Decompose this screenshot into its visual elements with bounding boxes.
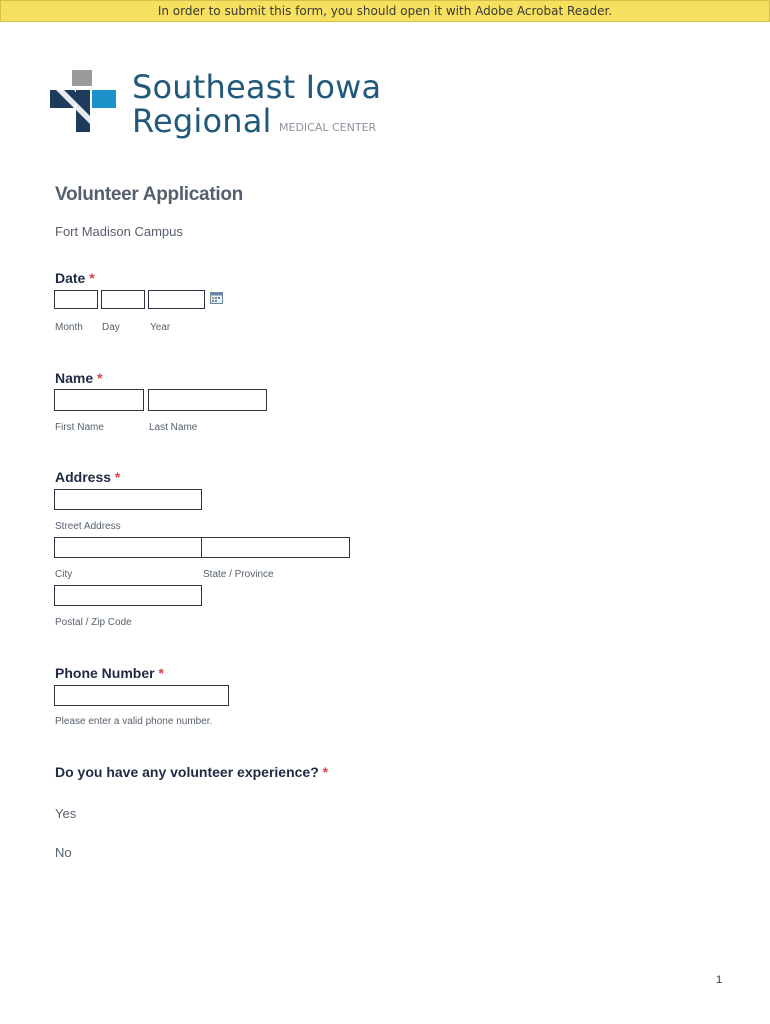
last-name-input[interactable] (148, 389, 267, 411)
experience-label (55, 764, 328, 780)
required-mark: * (114, 469, 121, 485)
first-name-input[interactable] (54, 389, 144, 411)
first-name-hint: First Name (55, 422, 104, 433)
required-mark: * (89, 270, 95, 286)
city-input[interactable] (54, 537, 202, 558)
phone-number-hint: Please enter a valid phone number. (55, 716, 213, 727)
date-year-input[interactable] (148, 290, 205, 309)
logo-subtitle: MEDICAL CENTER (279, 121, 377, 134)
date-year-hint: Year (150, 322, 171, 333)
experience-option-yes[interactable]: Yes (55, 806, 77, 821)
phone-label (55, 665, 164, 681)
date-month-hint: Month (55, 322, 83, 333)
postal-code-input[interactable] (54, 585, 202, 606)
date-day-input[interactable] (101, 290, 145, 309)
required-mark: * (97, 370, 103, 386)
required-mark: * (322, 764, 329, 780)
logo-line-1: Southeast Iowa (132, 68, 382, 106)
city-hint: City (55, 569, 73, 580)
logo-line-2: Regional (132, 102, 272, 140)
logo (46, 66, 391, 138)
date-month-input[interactable] (54, 290, 98, 309)
experience-option-no[interactable]: No (55, 845, 72, 860)
last-name-hint: Last Name (149, 422, 198, 433)
form-subtitle: Fort Madison Campus (55, 224, 183, 239)
state-province-input[interactable] (201, 537, 350, 558)
form-title: Volunteer Application (55, 184, 243, 205)
calendar-icon[interactable] (210, 292, 223, 304)
postal-code-hint: Postal / Zip Code (55, 617, 132, 628)
date-day-hint: Day (102, 322, 120, 333)
street-address-hint: Street Address (55, 521, 121, 532)
address-label (55, 469, 120, 485)
phone-label-text: Phone Number (55, 665, 155, 681)
experience-label-text: Do you have any volunteer experience? (55, 764, 319, 780)
required-mark: * (158, 665, 164, 681)
date-label (55, 270, 95, 286)
acrobat-notice-text: In order to submit this form, you should open it with Adobe Acrobat Reader. (157, 4, 613, 18)
date-label-text: Date (55, 270, 86, 286)
address-label-text: Address (55, 469, 112, 485)
name-label (55, 370, 102, 386)
street-address-input[interactable] (54, 489, 202, 510)
cross-logo-icon (46, 66, 118, 134)
acrobat-notice-banner (0, 0, 770, 22)
phone-number-input[interactable] (54, 685, 229, 706)
name-label-text: Name (55, 370, 94, 386)
state-province-hint: State / Province (203, 569, 274, 580)
page-number: 1 (716, 974, 723, 986)
